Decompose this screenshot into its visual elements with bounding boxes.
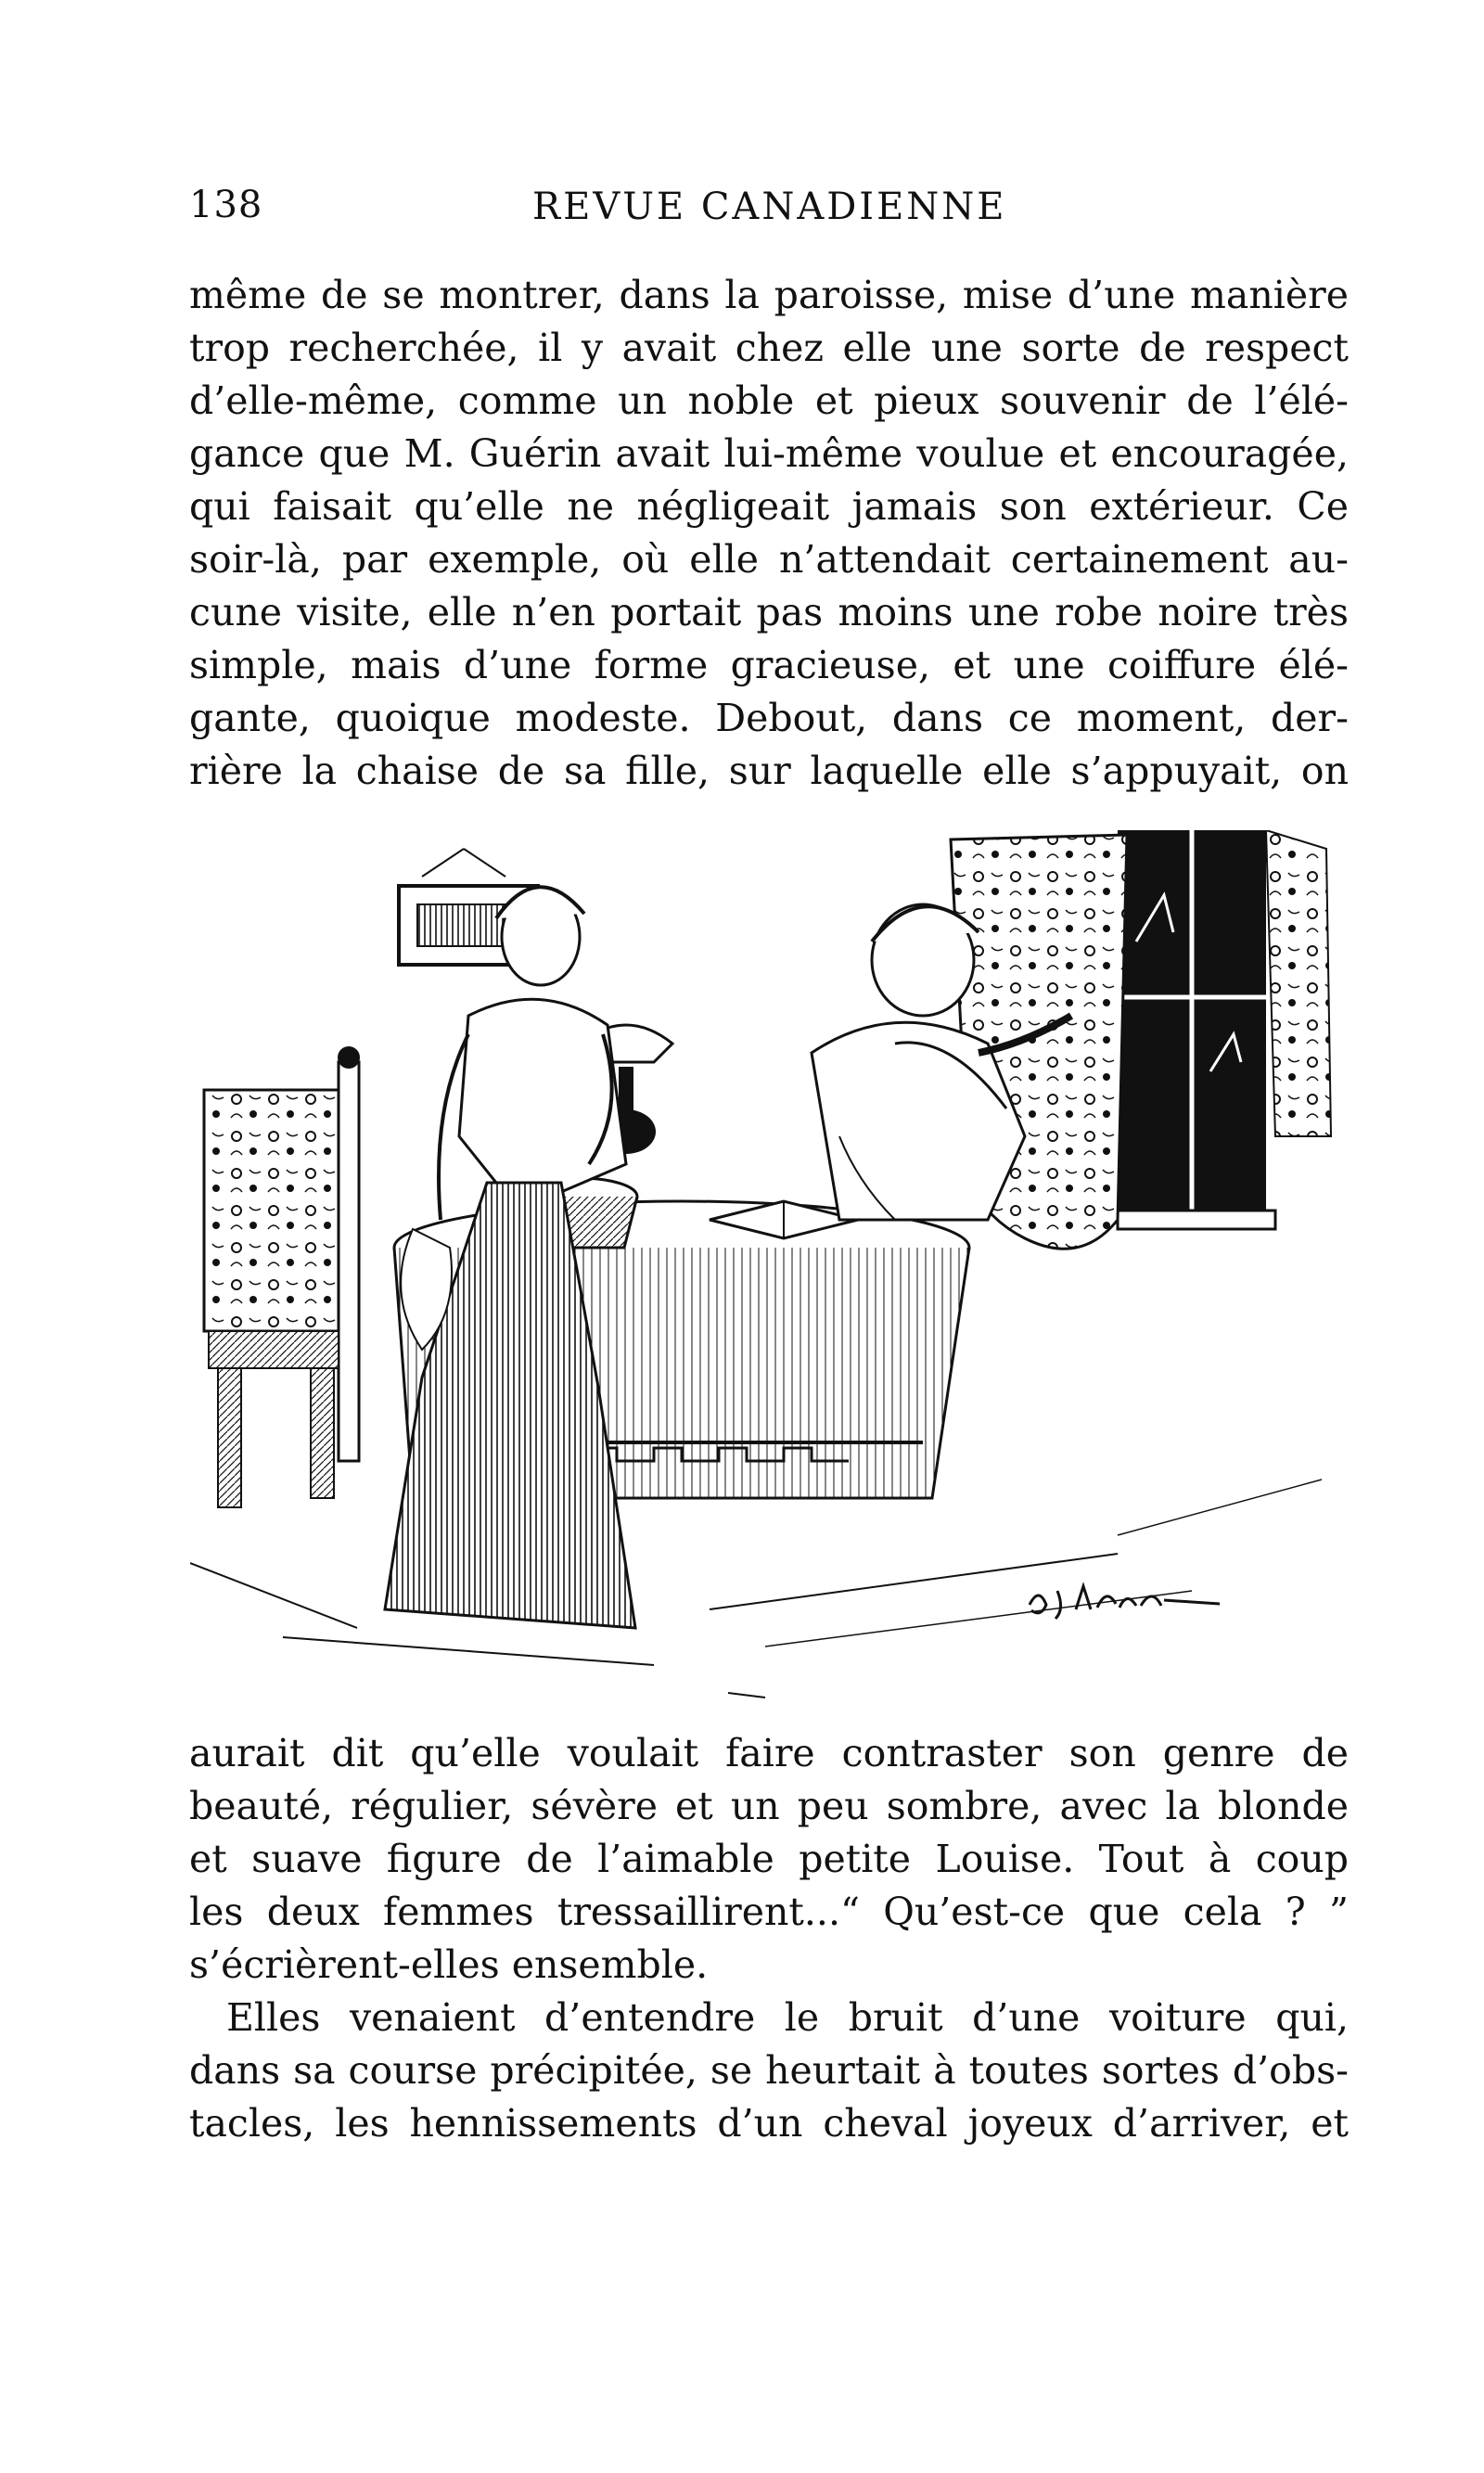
journal-title: REVUE CANADIENNE (532, 186, 1007, 228)
text-block-top (189, 269, 1349, 798)
text-line: d’elle-même, comme un noble et pieux souvenir de l’élé- (189, 378, 1349, 423)
chair (204, 1046, 360, 1507)
text-line: gance que M. Guérin avait lui-même voulue et encouragée, (189, 431, 1349, 476)
text-line: s’écrièrent-elles ensemble. (189, 1942, 709, 1987)
text-line: aurait dit qu’elle voulait faire contraster son genre de (189, 1731, 1349, 1775)
text-line: les deux femmes tressaillirent...“ Qu’est-ce que cela ? ” (189, 1890, 1349, 1934)
text-block-bottom (189, 1727, 1349, 2150)
text-line: qui faisait qu’elle ne négligeait jamais son extérieur. Ce (189, 484, 1349, 529)
text-line: gante, quoique modeste. Debout, dans ce moment, der- (189, 696, 1349, 740)
floor-lines (190, 1480, 1322, 1698)
text-line: beauté, régulier, sévère et un peu sombre, avec la blonde (189, 1784, 1349, 1828)
text-line: rière la chaise de sa fille, sur laquelle elle s’appuyait, on (189, 749, 1349, 793)
text-line: tacles, les hennissements d’un cheval joyeux d’arriver, et (189, 2101, 1349, 2146)
text-line: dans sa course précipitée, se heurtait à toutes sortes d’obs- (189, 2048, 1349, 2093)
text-line: trop recherchée, il y avait chez elle une sorte de respect (189, 326, 1349, 370)
text-line: soir-là, par exemple, où elle n’attendait certainement au- (189, 537, 1349, 582)
text-line: même de se montrer, dans la paroisse, mise d’une manière (189, 273, 1349, 317)
page-number: 138 (189, 184, 263, 226)
running-head (189, 184, 1349, 239)
text-line: et suave figure de l’aimable petite Louise. Tout à coup (189, 1837, 1349, 1881)
text-line: cune visite, elle n’en portait pas moins une robe noire très (189, 590, 1349, 634)
engraving-illustration (190, 830, 1359, 1702)
window (1118, 830, 1275, 1229)
text-line: Elles venaient d’entendre le bruit d’une voiture qui, (226, 1995, 1349, 2040)
text-line: simple, mais d’une forme gracieuse, et une coiffure élé- (189, 643, 1349, 687)
